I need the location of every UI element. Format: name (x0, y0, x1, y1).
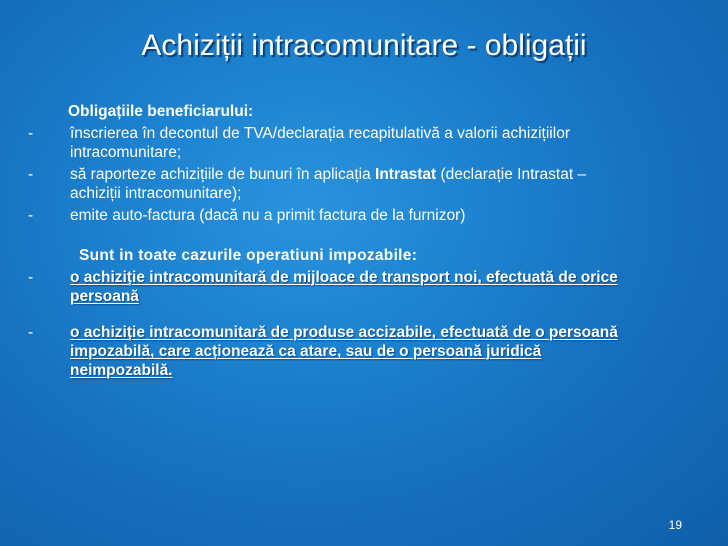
list-item (28, 323, 688, 380)
list-item-text: înscrierea în decontul de TVA/declarația recapitulativă a valorii achizițiilor (70, 125, 570, 142)
page-number: 19 (668, 518, 682, 532)
list-item-text: o achiziție intracomunitară de mijloace de transport noi, efectuată de orice (70, 269, 618, 286)
bullet-dash: - (28, 125, 34, 142)
list-item (28, 206, 688, 225)
list-item-text: achiziții intracomunitare); (70, 185, 242, 202)
bullet-dash: - (28, 166, 34, 183)
intrastat-bold-text: Intrastat (375, 166, 437, 183)
list-item (28, 165, 688, 203)
list-item-text: emite auto-factura (dacă nu a primit factura de la furnizor) (70, 207, 466, 224)
list-item-text: o achiziție intracomunitară de produse accizabile, efectuată de o persoană (70, 324, 618, 341)
list-item-text: (declarație Intrastat – (436, 166, 587, 183)
list-item (28, 124, 688, 162)
section-heading-taxable: Sunt in toate cazurile operatiuni impozabile: (79, 247, 418, 264)
list-item-text: intracomunitare; (70, 144, 182, 161)
slide-content (28, 102, 688, 380)
bullet-dash: - (28, 269, 34, 286)
section-heading-obligations: Obligațiile beneficiarului: (68, 103, 254, 120)
bullet-dash: - (28, 324, 34, 341)
slide-title: Achiziții intracomunitare - obligații (141, 29, 587, 62)
list-item-text: neimpozabilă. (70, 362, 173, 379)
list-item-text: persoană (70, 288, 139, 305)
list-item-text: impozabilă, care acționează ca atare, sau de o persoană juridică (70, 343, 542, 360)
list-item-text: să raporteze achizițiile de bunuri în aplicația (70, 166, 376, 183)
bullet-dash: - (28, 207, 34, 224)
list-item (28, 268, 688, 306)
